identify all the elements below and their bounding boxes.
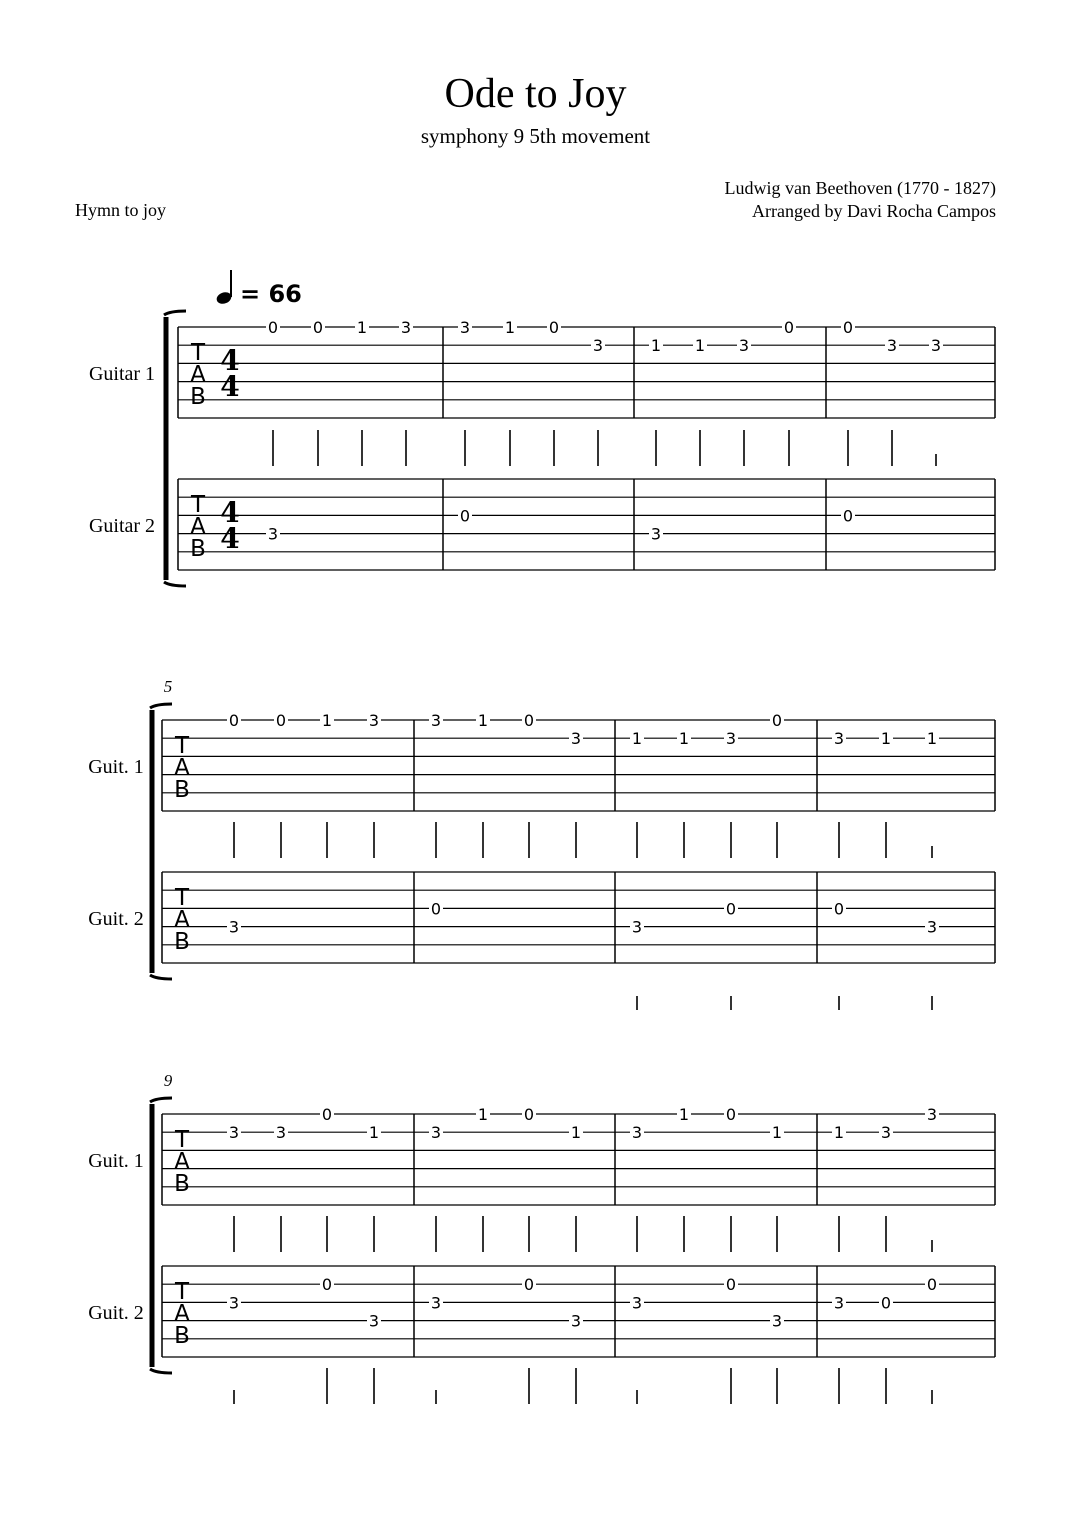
fret-number-guitar-1: 1: [631, 729, 643, 749]
fret-number-guitar-1: 3: [592, 336, 604, 356]
fret-number-guitar-2: 0: [430, 899, 442, 919]
fret-number-guitar-2: 3: [650, 524, 662, 544]
fret-number-guitar-1: 3: [400, 318, 412, 337]
fret-number-guitar-2: 0: [880, 1293, 892, 1313]
fret-number-guitar-1: 1: [678, 1105, 690, 1124]
fret-number-guitar-2: 0: [842, 506, 854, 526]
fret-number-guitar-1: 1: [771, 1123, 783, 1143]
fret-number-guitar-2: 0: [725, 1275, 737, 1295]
tab-clef-letter: B: [174, 1171, 190, 1197]
bracket-bottom-hook: [150, 1369, 172, 1373]
bracket-top-hook: [164, 311, 186, 315]
fret-number-guitar-2: 3: [430, 1293, 442, 1313]
fret-number-guitar-1: 3: [368, 711, 380, 730]
system-2-bracket: [150, 704, 172, 979]
fret-number-guitar-1: 3: [930, 336, 942, 356]
system-1-guitar-2-staff: [178, 479, 995, 570]
tab-clef-letter: T: [174, 885, 190, 911]
fret-number-guitar-2: 0: [926, 1275, 938, 1295]
fret-number-guitar-1: 1: [926, 729, 938, 749]
bracket-top-hook: [150, 1098, 172, 1102]
fret-number-guitar-1: 1: [368, 1123, 380, 1143]
tab-clef-letter: A: [174, 907, 190, 933]
fret-number-guitar-2: 0: [523, 1275, 535, 1295]
staff-label-guitar-1: Guitar 1: [88, 363, 156, 385]
staff-label-guitar-1: Guit. 1: [88, 756, 144, 778]
fret-number-guitar-1: 0: [275, 711, 287, 730]
tab-clef-letter: T: [174, 1279, 190, 1305]
fret-number-guitar-1: 0: [523, 711, 535, 730]
tab-clef-letter: T: [174, 733, 190, 759]
fret-number-guitar-1: 3: [833, 729, 845, 749]
bracket-bottom-hook: [164, 582, 186, 586]
composer-name: Ludwig van Beethoven (1770 - 1827): [724, 178, 996, 198]
fret-number-guitar-2: 3: [631, 917, 643, 937]
fret-number-guitar-2: 3: [228, 1293, 240, 1313]
fret-number-guitar-1: 1: [356, 318, 368, 337]
staff-label-guitar-1: Guit. 1: [88, 1150, 144, 1172]
fret-number-guitar-2: 3: [771, 1311, 783, 1331]
arranger-name: Arranged by Davi Rocha Campos: [752, 201, 996, 221]
tempo-marking: [215, 270, 302, 308]
page-subtitle: symphony 9 5th movement: [420, 124, 651, 148]
fret-number-guitar-2: 3: [368, 1311, 380, 1331]
fret-number-guitar-2: 0: [459, 506, 471, 526]
staff-label-guitar-2: Guitar 2: [88, 515, 156, 537]
fret-number-guitar-1: 3: [228, 1123, 240, 1143]
tab-clef-letter: T: [174, 1127, 190, 1153]
fret-number-guitar-1: 1: [650, 336, 662, 356]
page-title: Ode to Joy: [444, 71, 627, 117]
fret-number-guitar-1: 0: [842, 318, 854, 337]
fret-number-guitar-1: 0: [548, 318, 560, 337]
system-1-bracket: [164, 311, 186, 586]
fret-number-guitar-1: 0: [783, 318, 795, 337]
time-signature-numerator: 4: [220, 344, 240, 377]
fret-number-guitar-1: 3: [725, 729, 737, 749]
fret-number-guitar-2: 3: [833, 1293, 845, 1313]
fret-number-guitar-2: 3: [631, 1293, 643, 1313]
fret-number-guitar-2: 3: [570, 1311, 582, 1331]
fret-number-guitar-2: 3: [267, 524, 279, 544]
tab-clef-letter: B: [174, 777, 190, 803]
fret-number-guitar-2: 0: [833, 899, 845, 919]
system-1-guitar-1-staff: [178, 327, 995, 418]
fret-number-guitar-1: 0: [312, 318, 324, 337]
fret-number-guitar-1: 0: [771, 711, 783, 730]
fret-number-guitar-1: 3: [880, 1123, 892, 1143]
fret-number-guitar-1: 1: [321, 711, 333, 730]
fret-number-guitar-1: 3: [926, 1105, 938, 1124]
bracket-bottom-hook: [150, 975, 172, 979]
fret-number-guitar-1: 1: [504, 318, 516, 337]
tempo-bpm: = 66: [240, 280, 302, 308]
staff-label-guitar-2: Guit. 2: [88, 908, 144, 930]
measure-number: 9: [163, 1071, 173, 1090]
tab-clef-letter: T: [190, 340, 206, 366]
tab-clef-letter: A: [174, 1149, 190, 1175]
tab-clef-letter: A: [190, 514, 206, 540]
fret-number-guitar-1: 1: [678, 729, 690, 749]
tab-clef-letter: B: [190, 384, 206, 410]
fret-number-guitar-1: 0: [523, 1105, 535, 1124]
fret-number-guitar-2: 0: [725, 899, 737, 919]
tab-clef-letter: A: [174, 1301, 190, 1327]
fret-number-guitar-1: 1: [880, 729, 892, 749]
fret-number-guitar-1: 3: [275, 1123, 287, 1143]
fret-number-guitar-1: 3: [570, 729, 582, 749]
fret-number-guitar-2: 3: [926, 917, 938, 937]
system-2-guitar-2-staff: [162, 872, 995, 963]
fret-number-guitar-2: 3: [228, 917, 240, 937]
fret-number-guitar-1: 3: [886, 336, 898, 356]
time-signature-numerator: 4: [220, 496, 240, 529]
fret-number-guitar-1: 3: [631, 1123, 643, 1143]
fret-number-guitar-1: 0: [228, 711, 240, 730]
fret-number-guitar-1: 3: [430, 711, 442, 730]
fret-number-guitar-1: 1: [477, 1105, 489, 1124]
fret-number-guitar-1: 1: [833, 1123, 845, 1143]
piece-caption: Hymn to joy: [75, 200, 167, 220]
staff-label-guitar-2: Guit. 2: [88, 1302, 144, 1324]
tab-clef-letter: A: [190, 362, 206, 388]
fret-number-guitar-1: 3: [459, 318, 471, 337]
measure-number: 5: [163, 677, 173, 696]
tab-clef-letter: B: [190, 536, 206, 562]
fret-number-guitar-1: 0: [267, 318, 279, 337]
fret-number-guitar-1: 0: [725, 1105, 737, 1124]
fret-number-guitar-1: 1: [477, 711, 489, 730]
time-signature-denominator: 4: [220, 522, 240, 555]
time-signature-denominator: 4: [220, 370, 240, 403]
fret-number-guitar-2: 0: [321, 1275, 333, 1295]
tab-clef-letter: B: [174, 1323, 190, 1349]
tab-clef-letter: T: [190, 492, 206, 518]
fret-number-guitar-1: 1: [694, 336, 706, 356]
bracket-top-hook: [150, 704, 172, 708]
fret-number-guitar-1: 3: [738, 336, 750, 356]
fret-number-guitar-1: 0: [321, 1105, 333, 1124]
tab-clef-letter: B: [174, 929, 190, 955]
system-3-bracket: [150, 1098, 172, 1373]
fret-number-guitar-1: 1: [570, 1123, 582, 1143]
fret-number-guitar-1: 3: [430, 1123, 442, 1143]
tab-clef-letter: A: [174, 755, 190, 781]
